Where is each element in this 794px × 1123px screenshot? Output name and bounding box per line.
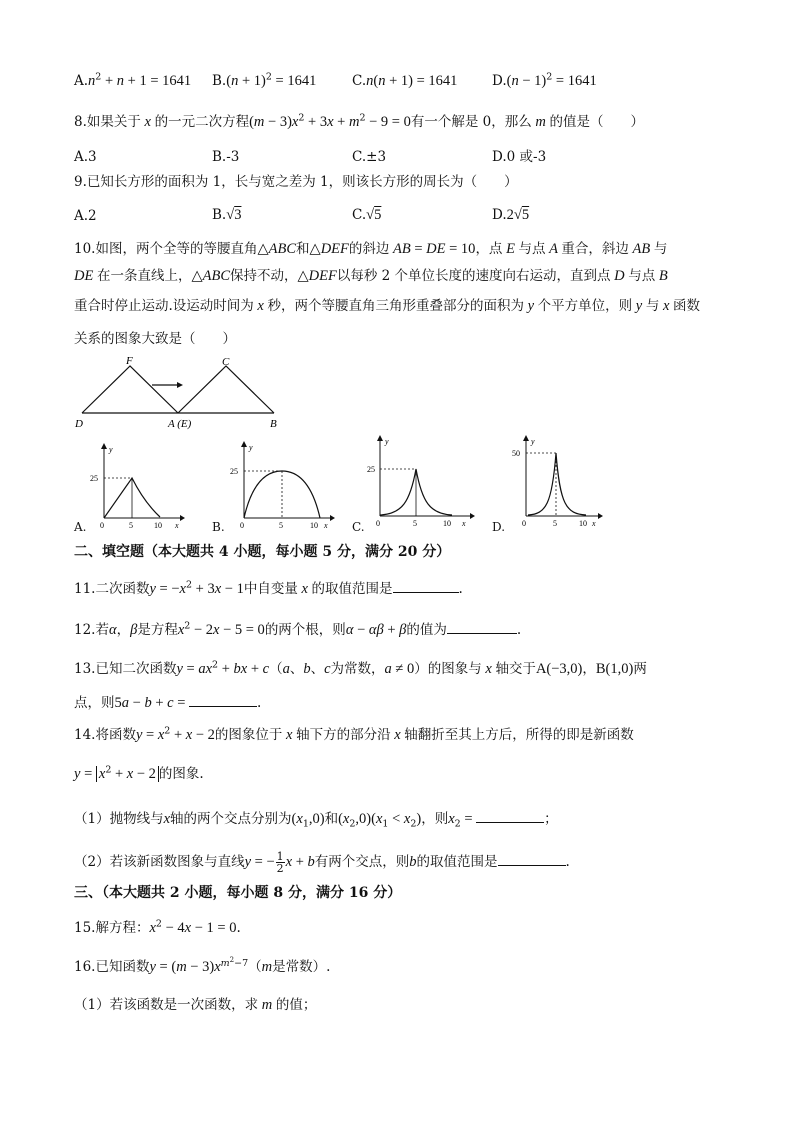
svg-text:y: y: [531, 437, 535, 446]
question-16-part-1: （1）若该函数是一次函数，求 m 的值；: [74, 997, 317, 1013]
answer-blank[interactable]: [498, 851, 566, 866]
section-2-title: 二、填空题（本大题共 4 小题，每小题 5 分，满分 20 分）: [74, 544, 451, 560]
svg-text:5: 5: [413, 519, 417, 528]
q10-triangle-figure: [72, 356, 282, 434]
q8-option-a: A.3: [74, 149, 97, 165]
svg-text:25: 25: [367, 465, 375, 474]
label-b: B: [270, 418, 277, 430]
x-arrow-icon: [180, 515, 185, 521]
x-arrow-icon: [330, 515, 335, 521]
triangle-def: [82, 366, 178, 413]
question-16: 16.已知函数$y = (m - 3)x^{m^2-7}(m$是常数）.: [74, 955, 331, 975]
q8-option-b: B.-3: [212, 149, 240, 165]
triangle-abc: [178, 366, 274, 413]
svg-text:x: x: [175, 521, 179, 530]
y-arrow-icon: [523, 435, 529, 441]
q9-option-c: C.√5: [352, 207, 382, 223]
graph-b-option: B.: [212, 520, 225, 534]
svg-text:x: x: [324, 521, 328, 530]
curve: [244, 471, 320, 518]
label-d: D: [75, 418, 83, 430]
y-arrow-icon: [101, 443, 107, 449]
answer-blank[interactable]: [393, 578, 459, 593]
q7-option-c: C.n(n + 1) = 1641: [352, 73, 458, 89]
svg-text:25: 25: [230, 467, 238, 476]
svg-text:5: 5: [129, 521, 133, 530]
question-14-line-2: $y = x^2 + x - 2$ 的图象.: [74, 764, 204, 782]
question-8-stem: 8.如果关于 x 的一元二次方程$(m - 3)x^2 + 3x + m^2 - 9 = 0$有一个解是 0，那么 m 的值是（ ）: [74, 112, 644, 130]
svg-text:0: 0: [522, 519, 526, 528]
question-10-line-3: 重合时停止运动.设运动时间为 x 秒，两个等腰直角三角形重叠部分的面积为 y 个平方单位，则 y 与 x 函数: [74, 298, 701, 314]
q8-option-d: D.0 或-3: [492, 149, 547, 165]
answer-blank[interactable]: [189, 692, 257, 707]
q9-option-d: D.2√5: [492, 207, 530, 223]
y-arrow-icon: [377, 435, 383, 441]
graph-c: [366, 432, 478, 528]
svg-text:y: y: [385, 437, 389, 446]
svg-text:10: 10: [443, 519, 451, 528]
svg-text:0: 0: [240, 521, 244, 530]
svg-text:10: 10: [310, 521, 318, 530]
svg-text:5: 5: [279, 521, 283, 530]
svg-text:y: y: [109, 445, 113, 454]
y-arrow-icon: [241, 441, 247, 447]
graph-c-option: C.: [352, 520, 365, 534]
q9-option-b: B.√3: [212, 207, 242, 223]
svg-text:10: 10: [579, 519, 587, 528]
svg-text:50: 50: [512, 449, 520, 458]
graph-d: [506, 432, 608, 528]
question-13-line-1: 13.已知二次函数$y = ax^2$ + bx + c（a、b、c为常数，a ≠ 0）的图象与 x 轴交于A(−3,0)，B(1,0)两: [74, 659, 647, 677]
question-14-part-1: （1）抛物线与x轴的两个交点分别为$(x_1,0)$和$(x_2,0)(x_1 < x_2)$，则$x_2$ = ；: [74, 808, 558, 828]
question-10-line-4: 关系的图象大致是（ ）: [74, 331, 236, 347]
q7-option-a: $A.n^2 + n + 1 = 1641$: [74, 71, 192, 89]
question-9-stem: 9.已知长方形的面积为 1，长与宽之差为 1，则该长方形的周长为（ ）: [74, 174, 518, 190]
arrow-head-icon: [177, 382, 183, 388]
graph-a-option: A.: [74, 520, 87, 534]
graph-a: [86, 440, 186, 532]
label-ae: A (E): [168, 418, 192, 430]
svg-text:y: y: [249, 443, 253, 452]
q7-option-d: $D.(n - 1)^2 = 1641$: [492, 71, 597, 89]
label-f: F: [126, 356, 133, 367]
question-15: 15.解方程：$x^2 - 4x - 1 = 0$.: [74, 918, 241, 936]
q8-option-c: C.±3: [352, 149, 387, 165]
question-12: 12.若α，β是方程$x^2 - 2x - 5 = 0$的两个根，则α − αβ + β的值为 .: [74, 620, 522, 638]
q9-option-a: A.2: [74, 208, 97, 224]
question-11: 11.二次函数$y = -x^2 + 3x - 1$中自变量 x 的取值范围是 .: [74, 579, 463, 597]
answer-blank[interactable]: [447, 619, 517, 634]
label-c: C: [222, 356, 230, 368]
question-10-line-1: 10.如图，两个全等的等腰直角△ABC和△DEF的斜边 AB = DE = 10，点 E 与点 A 重合，斜边 AB 与: [74, 241, 668, 257]
svg-text:x: x: [462, 519, 466, 528]
section-3-title: 三、（本大题共 2 小题，每小题 8 分，满分 16 分）: [74, 885, 402, 901]
question-14-line-1: 14.将函数$y = x^2 + x - 2$的图象位于 x 轴下方的部分沿 x 轴翻折至其上方后，所得的即是新函数: [74, 725, 634, 743]
question-10-line-2: DE 在一条直线上，△ABC保持不动，△DEF以每秒 2 个单位长度的速度向右运动，直到点 D 与点 B: [74, 268, 668, 284]
svg-text:10: 10: [154, 521, 162, 530]
svg-text:25: 25: [90, 474, 98, 483]
answer-blank[interactable]: [476, 808, 544, 823]
q7-option-b: $B.(n + 1)^2 = 1641$: [212, 71, 317, 89]
curve: [528, 453, 586, 515]
svg-text:0: 0: [376, 519, 380, 528]
graph-b: [226, 438, 338, 532]
svg-text:5: 5: [553, 519, 557, 528]
x-arrow-icon: [470, 513, 475, 519]
question-14-part-2: （2）若该新函数图象与直线y = − $\frac{1}{2}$ x + b有两个交点，则b的取值范围是 .: [74, 850, 570, 875]
x-arrow-icon: [598, 513, 603, 519]
graph-d-option: D.: [492, 520, 506, 534]
question-13-line-2: 点，则5a − b + c = .: [74, 692, 261, 712]
svg-text:0: 0: [100, 521, 104, 530]
svg-text:x: x: [592, 519, 596, 528]
